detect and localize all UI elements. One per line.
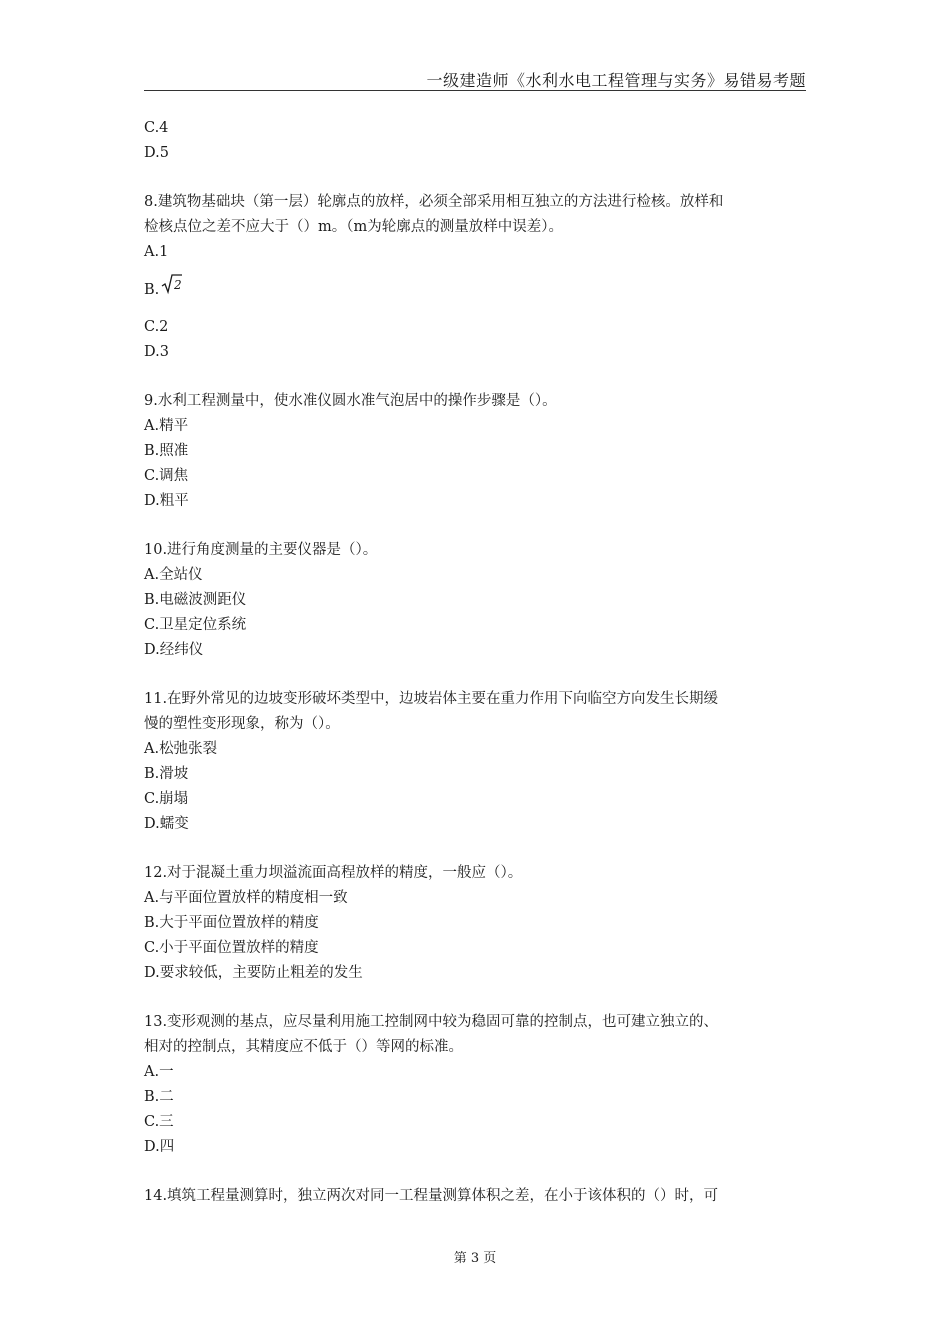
option: C.4 bbox=[144, 120, 169, 136]
question-14 bbox=[144, 1184, 806, 1209]
question-text: 12.对于混凝土重力坝溢流面高程放样的精度，一般应（）。 bbox=[144, 865, 523, 881]
option: D.3 bbox=[144, 344, 169, 360]
question-text: 8.建筑物基础块（第一层）轮廓点的放样，必须全部采用相互独立的方法进行检核。放样和 bbox=[144, 194, 724, 210]
option: C.调焦 bbox=[144, 468, 189, 484]
option: D.经纬仪 bbox=[144, 642, 204, 658]
option-label: B. bbox=[144, 282, 160, 298]
page-header bbox=[144, 66, 806, 91]
question-11 bbox=[144, 687, 806, 837]
option: C.2 bbox=[144, 319, 169, 335]
option: D.四 bbox=[144, 1139, 175, 1155]
option: D.要求较低，主要防止粗差的发生 bbox=[144, 965, 363, 981]
option: A.1 bbox=[144, 244, 169, 260]
question-8 bbox=[144, 190, 806, 365]
header-title: 一级建造师《水利水电工程管理与实务》易错易考题 bbox=[426, 71, 806, 90]
question-12 bbox=[144, 861, 806, 986]
option: A.一 bbox=[144, 1064, 174, 1080]
option: B.照准 bbox=[144, 443, 189, 459]
option: C.卫星定位系统 bbox=[144, 617, 247, 633]
question-text: 9.水利工程测量中，使水准仪圆水准气泡居中的操作步骤是（）。 bbox=[144, 393, 557, 409]
sqrt-icon bbox=[161, 273, 183, 295]
page-number: 第 3 页 bbox=[453, 1251, 497, 1266]
option: B.二 bbox=[144, 1089, 174, 1105]
question-13 bbox=[144, 1010, 806, 1160]
option: D.蠕变 bbox=[144, 816, 189, 832]
question-9 bbox=[144, 389, 806, 514]
option: D.5 bbox=[144, 145, 169, 161]
option-sqrt bbox=[144, 265, 806, 315]
question-text: 检核点位之差不应大于（）m。（m为轮廓点的测量放样中误差）。 bbox=[144, 219, 563, 235]
option: A.精平 bbox=[144, 418, 189, 434]
option: B.滑坡 bbox=[144, 766, 189, 782]
option: C.小于平面位置放样的精度 bbox=[144, 940, 319, 956]
option: C.崩塌 bbox=[144, 791, 189, 807]
question-text: 相对的控制点，其精度应不低于（）等网的标准。 bbox=[144, 1039, 463, 1055]
question-10 bbox=[144, 538, 806, 663]
option: B.大于平面位置放样的精度 bbox=[144, 915, 319, 931]
option: D.粗平 bbox=[144, 493, 189, 509]
question-text: 13.变形观测的基点，应尽量利用施工控制网中较为稳固可靠的控制点，也可建立独立的、 bbox=[144, 1014, 719, 1030]
option: A.全站仪 bbox=[144, 567, 203, 583]
question-text: 慢的塑性变形现象，称为（）。 bbox=[144, 716, 340, 732]
option: B.电磁波测距仪 bbox=[144, 592, 247, 608]
sqrt-value: 2 bbox=[174, 278, 182, 292]
question-text: 11.在野外常见的边坡变形破坏类型中，边坡岩体主要在重力作用下向临空方向发生长期缓 bbox=[144, 691, 719, 707]
question-list bbox=[144, 116, 806, 1209]
option: A.松弛张裂 bbox=[144, 741, 218, 757]
option: A.与平面位置放样的精度相一致 bbox=[144, 890, 348, 906]
question-text: 10.进行角度测量的主要仪器是（）。 bbox=[144, 542, 378, 558]
question-text: 14.填筑工程量测算时，独立两次对同一工程量测算体积之差，在小于该体积的（）时，可 bbox=[144, 1188, 719, 1204]
option: C.三 bbox=[144, 1114, 174, 1130]
